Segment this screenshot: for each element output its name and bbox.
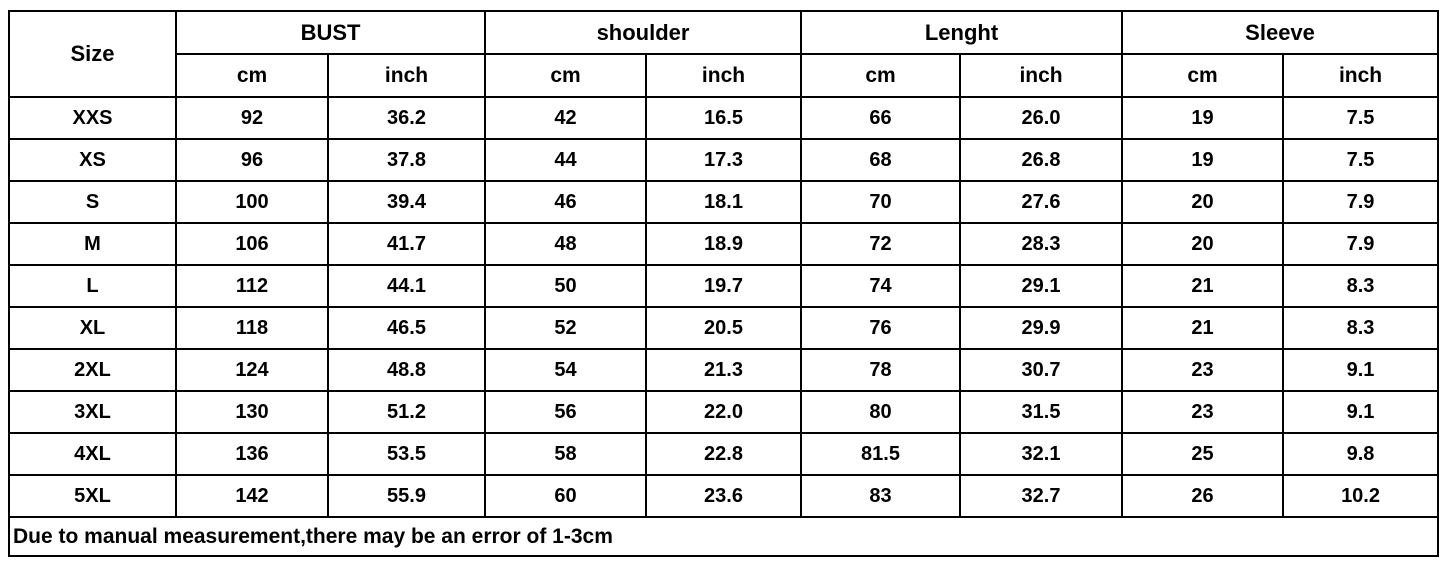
cell-bust-inch: 39.4 — [328, 181, 485, 223]
cell-shoulder-cm: 56 — [485, 391, 646, 433]
cell-lenght-cm: 81.5 — [801, 433, 960, 475]
cell-sleeve-inch: 8.3 — [1283, 307, 1438, 349]
cell-shoulder-inch: 22.8 — [646, 433, 801, 475]
unit-lenght-cm: cm — [801, 54, 960, 97]
cell-lenght-cm: 72 — [801, 223, 960, 265]
cell-shoulder-inch: 18.9 — [646, 223, 801, 265]
cell-shoulder-inch: 20.5 — [646, 307, 801, 349]
cell-bust-cm: 100 — [176, 181, 328, 223]
cell-lenght-inch: 28.3 — [960, 223, 1122, 265]
measurement-note: Due to manual measurement,there may be an error of 1-3cm — [9, 517, 1438, 556]
unit-shoulder-cm: cm — [485, 54, 646, 97]
cell-shoulder-cm: 48 — [485, 223, 646, 265]
cell-shoulder-cm: 50 — [485, 265, 646, 307]
cell-lenght-inch: 29.9 — [960, 307, 1122, 349]
cell-lenght-cm: 66 — [801, 97, 960, 139]
size-chart-table — [8, 10, 1439, 557]
header-unit-row — [9, 54, 1438, 97]
cell-sleeve-cm: 20 — [1122, 223, 1283, 265]
unit-bust-inch: inch — [328, 54, 485, 97]
cell-shoulder-cm: 60 — [485, 475, 646, 517]
cell-bust-cm: 142 — [176, 475, 328, 517]
cell-lenght-inch: 32.7 — [960, 475, 1122, 517]
header-shoulder: shoulder — [485, 11, 801, 54]
footer-note-row — [9, 517, 1438, 556]
header-sleeve: Sleeve — [1122, 11, 1438, 54]
header-size: Size — [9, 11, 176, 97]
cell-sleeve-inch: 7.9 — [1283, 181, 1438, 223]
cell-sleeve-inch: 9.8 — [1283, 433, 1438, 475]
size-cell: M — [9, 223, 176, 265]
table-row — [9, 391, 1438, 433]
cell-bust-cm: 92 — [176, 97, 328, 139]
cell-shoulder-cm: 46 — [485, 181, 646, 223]
table-row — [9, 433, 1438, 475]
cell-sleeve-cm: 21 — [1122, 265, 1283, 307]
cell-bust-inch: 46.5 — [328, 307, 485, 349]
cell-lenght-inch: 32.1 — [960, 433, 1122, 475]
unit-bust-cm: cm — [176, 54, 328, 97]
unit-sleeve-inch: inch — [1283, 54, 1438, 97]
cell-sleeve-cm: 19 — [1122, 97, 1283, 139]
cell-shoulder-inch: 23.6 — [646, 475, 801, 517]
size-cell: XL — [9, 307, 176, 349]
cell-sleeve-inch: 7.9 — [1283, 223, 1438, 265]
size-cell: XS — [9, 139, 176, 181]
cell-bust-inch: 36.2 — [328, 97, 485, 139]
cell-shoulder-inch: 21.3 — [646, 349, 801, 391]
cell-lenght-cm: 83 — [801, 475, 960, 517]
cell-sleeve-cm: 26 — [1122, 475, 1283, 517]
cell-bust-cm: 124 — [176, 349, 328, 391]
cell-bust-inch: 48.8 — [328, 349, 485, 391]
table-row — [9, 265, 1438, 307]
cell-shoulder-cm: 58 — [485, 433, 646, 475]
size-cell: 5XL — [9, 475, 176, 517]
cell-bust-inch: 51.2 — [328, 391, 485, 433]
table-row — [9, 223, 1438, 265]
cell-shoulder-inch: 22.0 — [646, 391, 801, 433]
cell-sleeve-inch: 7.5 — [1283, 97, 1438, 139]
cell-sleeve-cm: 20 — [1122, 181, 1283, 223]
cell-sleeve-inch: 10.2 — [1283, 475, 1438, 517]
cell-lenght-inch: 29.1 — [960, 265, 1122, 307]
size-cell: 2XL — [9, 349, 176, 391]
header-lenght: Lenght — [801, 11, 1122, 54]
size-cell: 3XL — [9, 391, 176, 433]
cell-bust-inch: 55.9 — [328, 475, 485, 517]
size-cell: S — [9, 181, 176, 223]
cell-shoulder-cm: 52 — [485, 307, 646, 349]
cell-sleeve-cm: 23 — [1122, 391, 1283, 433]
cell-sleeve-inch: 9.1 — [1283, 349, 1438, 391]
cell-bust-inch: 37.8 — [328, 139, 485, 181]
cell-lenght-inch: 30.7 — [960, 349, 1122, 391]
cell-bust-cm: 96 — [176, 139, 328, 181]
table-row — [9, 139, 1438, 181]
size-cell: 4XL — [9, 433, 176, 475]
cell-bust-cm: 106 — [176, 223, 328, 265]
cell-lenght-inch: 27.6 — [960, 181, 1122, 223]
header-group-row — [9, 11, 1438, 54]
cell-sleeve-inch: 8.3 — [1283, 265, 1438, 307]
table-row — [9, 307, 1438, 349]
cell-shoulder-inch: 19.7 — [646, 265, 801, 307]
cell-bust-cm: 118 — [176, 307, 328, 349]
cell-lenght-inch: 26.0 — [960, 97, 1122, 139]
cell-sleeve-cm: 19 — [1122, 139, 1283, 181]
cell-bust-cm: 130 — [176, 391, 328, 433]
cell-bust-cm: 112 — [176, 265, 328, 307]
table-row — [9, 349, 1438, 391]
cell-shoulder-cm: 44 — [485, 139, 646, 181]
unit-sleeve-cm: cm — [1122, 54, 1283, 97]
cell-lenght-cm: 76 — [801, 307, 960, 349]
cell-bust-inch: 44.1 — [328, 265, 485, 307]
cell-lenght-cm: 80 — [801, 391, 960, 433]
cell-bust-inch: 53.5 — [328, 433, 485, 475]
cell-sleeve-cm: 25 — [1122, 433, 1283, 475]
cell-sleeve-cm: 21 — [1122, 307, 1283, 349]
size-cell: XXS — [9, 97, 176, 139]
cell-lenght-cm: 70 — [801, 181, 960, 223]
size-cell: L — [9, 265, 176, 307]
cell-lenght-cm: 74 — [801, 265, 960, 307]
cell-shoulder-cm: 54 — [485, 349, 646, 391]
cell-shoulder-cm: 42 — [485, 97, 646, 139]
cell-lenght-cm: 68 — [801, 139, 960, 181]
cell-sleeve-cm: 23 — [1122, 349, 1283, 391]
cell-sleeve-inch: 9.1 — [1283, 391, 1438, 433]
unit-lenght-inch: inch — [960, 54, 1122, 97]
cell-shoulder-inch: 16.5 — [646, 97, 801, 139]
cell-shoulder-inch: 18.1 — [646, 181, 801, 223]
cell-sleeve-inch: 7.5 — [1283, 139, 1438, 181]
cell-lenght-inch: 31.5 — [960, 391, 1122, 433]
cell-shoulder-inch: 17.3 — [646, 139, 801, 181]
cell-lenght-inch: 26.8 — [960, 139, 1122, 181]
header-bust: BUST — [176, 11, 485, 54]
unit-shoulder-inch: inch — [646, 54, 801, 97]
cell-bust-cm: 136 — [176, 433, 328, 475]
table-row — [9, 97, 1438, 139]
table-row — [9, 181, 1438, 223]
table-row — [9, 475, 1438, 517]
cell-lenght-cm: 78 — [801, 349, 960, 391]
cell-bust-inch: 41.7 — [328, 223, 485, 265]
